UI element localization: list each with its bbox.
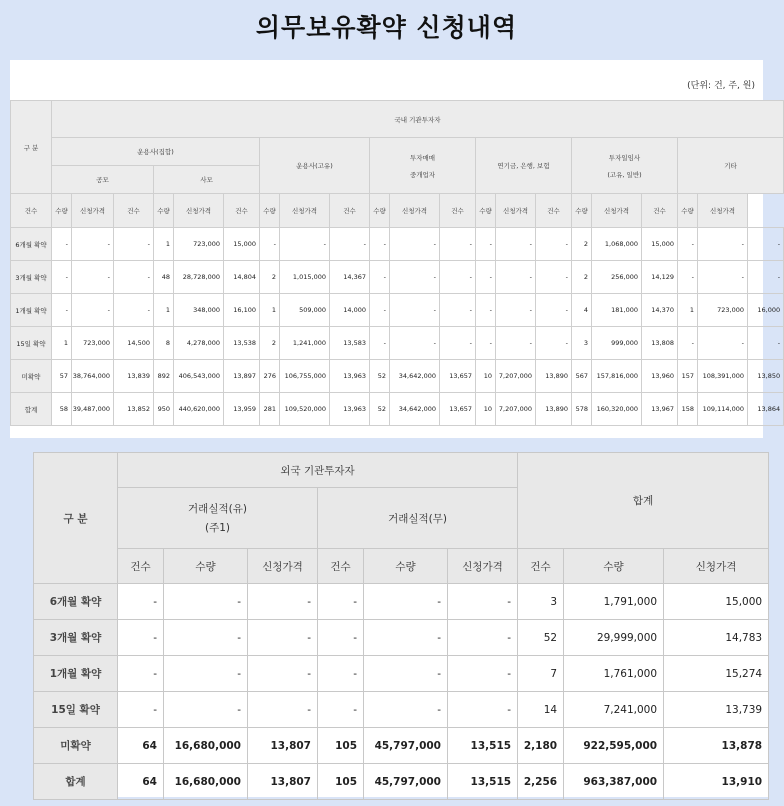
table-cell: - — [536, 294, 572, 327]
table-cell: - — [72, 228, 114, 261]
table-cell: 13,963 — [330, 393, 370, 426]
table-row — [34, 656, 769, 692]
table-cell: 1 — [678, 294, 698, 327]
table-cell: 13,967 — [642, 393, 678, 426]
table-cell: 34,642,000 — [390, 393, 440, 426]
foreign-col-gubun: 구 분 — [34, 453, 118, 584]
table-cell: 64 — [118, 728, 164, 764]
table-cell: 13,963 — [330, 360, 370, 393]
table-cell: - — [390, 294, 440, 327]
table-cell: - — [318, 620, 364, 656]
table-cell: 13,890 — [536, 393, 572, 426]
table-cell: - — [536, 261, 572, 294]
table-row — [34, 620, 769, 656]
group-investment-broker-line1: 투자매매 — [409, 153, 436, 162]
table-cell: 13,739 — [664, 692, 769, 728]
table-cell: 158 — [678, 393, 698, 426]
table-cell: 16,100 — [224, 294, 260, 327]
table-cell: 39,487,000 — [72, 393, 114, 426]
table-cell: 348,000 — [174, 294, 224, 327]
subheader-count: 건수 — [536, 194, 572, 228]
table-cell: 723,000 — [698, 294, 748, 327]
table-cell: - — [118, 692, 164, 728]
table-cell: 2 — [572, 261, 592, 294]
table-cell: 13,910 — [664, 764, 769, 800]
table-cell: 1,761,000 — [564, 656, 664, 692]
table-cell: - — [118, 620, 164, 656]
table-cell: - — [280, 228, 330, 261]
table-cell: - — [496, 327, 536, 360]
table-row — [34, 764, 769, 800]
row-label: 미확약 — [11, 360, 52, 393]
table-cell: 105 — [318, 764, 364, 800]
table-cell: 45,797,000 — [364, 764, 448, 800]
subheader-price: 신청가격 — [248, 549, 318, 584]
table-cell: 8 — [154, 327, 174, 360]
table-cell: - — [698, 327, 748, 360]
group-investment-advisory-line1: 투자일임사 — [608, 153, 641, 162]
table-cell: 14 — [518, 692, 564, 728]
table-cell: 509,000 — [280, 294, 330, 327]
table-cell: - — [678, 327, 698, 360]
domestic-header: 국내 기관투자자 — [52, 101, 784, 138]
table-cell: - — [496, 261, 536, 294]
table-cell: 578 — [572, 393, 592, 426]
table-cell: - — [114, 228, 154, 261]
subheader-qty: 수량 — [476, 194, 496, 228]
table-cell: 45,797,000 — [364, 728, 448, 764]
table-cell: - — [114, 261, 154, 294]
table-row — [11, 327, 784, 360]
subheader-price: 신청가격 — [72, 194, 114, 228]
table-cell: 13,864 — [748, 393, 784, 426]
table-cell: 2 — [260, 327, 280, 360]
table-cell: 2,180 — [518, 728, 564, 764]
table-cell: - — [370, 294, 390, 327]
table-cell: 13,852 — [114, 393, 154, 426]
table-cell: 440,620,000 — [174, 393, 224, 426]
group-pension-bank-insurance: 연기금, 은행, 보험 — [476, 138, 572, 194]
foreign-total-header: 합계 — [518, 453, 769, 549]
table-cell: - — [164, 584, 248, 620]
table-cell: - — [496, 294, 536, 327]
table-cell: 1,015,000 — [280, 261, 330, 294]
row-label: 미확약 — [34, 728, 118, 764]
table-cell: 1 — [154, 294, 174, 327]
table-cell: 3 — [518, 584, 564, 620]
table-cell: 7,207,000 — [496, 360, 536, 393]
table-cell: 14,804 — [224, 261, 260, 294]
table-cell: - — [52, 294, 72, 327]
table-cell: 160,320,000 — [592, 393, 642, 426]
table-cell: - — [118, 584, 164, 620]
table-cell: - — [476, 327, 496, 360]
table-cell: 13,807 — [248, 764, 318, 800]
table-cell: - — [164, 692, 248, 728]
table-row — [34, 692, 769, 728]
table-cell: 52 — [370, 360, 390, 393]
table-cell: 13,538 — [224, 327, 260, 360]
group-asset-mgmt-collective: 운용사(집합) — [52, 138, 260, 166]
subheader-count: 건수 — [118, 549, 164, 584]
row-label: 1개월 확약 — [11, 294, 52, 327]
row-label: 6개월 확약 — [11, 228, 52, 261]
group-private: 사모 — [154, 166, 260, 194]
table-cell: 950 — [154, 393, 174, 426]
table-cell: - — [248, 620, 318, 656]
table-cell: - — [698, 261, 748, 294]
subheader-price: 신청가격 — [698, 194, 748, 228]
table-cell: 13,959 — [224, 393, 260, 426]
table-cell: - — [248, 692, 318, 728]
subheader-qty: 수량 — [572, 194, 592, 228]
table-cell: 64 — [118, 764, 164, 800]
page-title: 의무보유확약 신청내역 — [255, 13, 518, 42]
subheader-price: 신청가격 — [280, 194, 330, 228]
table-cell: 892 — [154, 360, 174, 393]
table-cell: 10 — [476, 360, 496, 393]
table-row — [11, 393, 784, 426]
table-cell: 52 — [518, 620, 564, 656]
table-cell: - — [476, 228, 496, 261]
table-cell: - — [678, 228, 698, 261]
table-cell: 14,129 — [642, 261, 678, 294]
table-cell: 13,515 — [448, 764, 518, 800]
table-cell: 109,520,000 — [280, 393, 330, 426]
subheader-count: 건수 — [224, 194, 260, 228]
table-cell: 15,274 — [664, 656, 769, 692]
row-label: 1개월 확약 — [34, 656, 118, 692]
table-cell: 723,000 — [72, 327, 114, 360]
subheader-price: 신청가격 — [390, 194, 440, 228]
table-cell: - — [476, 294, 496, 327]
table-cell: - — [72, 261, 114, 294]
table-cell: - — [52, 228, 72, 261]
track-record-yes — [118, 488, 318, 549]
domestic-table-section — [10, 60, 781, 438]
table-cell: 2 — [572, 228, 592, 261]
table-cell: 14,000 — [330, 294, 370, 327]
table-cell: 157,816,000 — [592, 360, 642, 393]
row-label: 3개월 확약 — [34, 620, 118, 656]
track-record-yes-line2: (주1) — [204, 522, 231, 534]
table-row — [34, 728, 769, 764]
table-cell: 13,960 — [642, 360, 678, 393]
table-row — [11, 261, 784, 294]
table-cell: - — [390, 261, 440, 294]
table-cell: 14,370 — [642, 294, 678, 327]
table-cell: 28,728,000 — [174, 261, 224, 294]
table-cell: - — [330, 228, 370, 261]
table-cell: 7,207,000 — [496, 393, 536, 426]
table-cell: 1,068,000 — [592, 228, 642, 261]
table-cell: 15,000 — [642, 228, 678, 261]
table-cell: - — [318, 692, 364, 728]
table-cell: - — [248, 656, 318, 692]
table-cell: - — [364, 620, 448, 656]
table-cell: 34,642,000 — [390, 360, 440, 393]
row-label: 합계 — [11, 393, 52, 426]
table-cell: 1,791,000 — [564, 584, 664, 620]
subheader-count: 건수 — [440, 194, 476, 228]
subheader-qty: 수량 — [164, 549, 248, 584]
table-cell: 58 — [52, 393, 72, 426]
group-public: 공모 — [52, 166, 154, 194]
row-label: 15일 확약 — [34, 692, 118, 728]
subheader-qty: 수량 — [154, 194, 174, 228]
table-cell: 723,000 — [174, 228, 224, 261]
table-cell: 15,000 — [664, 584, 769, 620]
table-cell: - — [390, 327, 440, 360]
group-investment-broker — [370, 138, 476, 194]
table-cell: - — [52, 261, 72, 294]
table-cell: - — [364, 656, 448, 692]
table-cell: - — [536, 228, 572, 261]
table-cell: 1,241,000 — [280, 327, 330, 360]
subheader-qty: 수량 — [260, 194, 280, 228]
table-cell: - — [364, 692, 448, 728]
table-cell: 1 — [154, 228, 174, 261]
unit-note: (단위: 건, 주, 원) — [687, 81, 755, 91]
table-cell: 2,256 — [518, 764, 564, 800]
table-cell: 14,500 — [114, 327, 154, 360]
table-cell: 1 — [52, 327, 72, 360]
table-cell: 14,367 — [330, 261, 370, 294]
subheader-count: 건수 — [318, 549, 364, 584]
subheader-qty: 수량 — [370, 194, 390, 228]
table-cell: 29,999,000 — [564, 620, 664, 656]
table-cell: 4,278,000 — [174, 327, 224, 360]
group-asset-mgmt-proprietary: 운용사(고유) — [260, 138, 370, 194]
table-cell: - — [114, 294, 154, 327]
col-gubun: 구 분 — [11, 101, 52, 194]
table-row — [11, 360, 784, 393]
table-cell: - — [440, 228, 476, 261]
table-cell: - — [448, 620, 518, 656]
group-investment-advisory-line2: (고유, 일반) — [607, 170, 642, 179]
table-cell: 13,808 — [642, 327, 678, 360]
foreign-table-section — [33, 452, 768, 797]
row-label: 15일 확약 — [11, 327, 52, 360]
table-cell: 38,764,000 — [72, 360, 114, 393]
table-cell: 256,000 — [592, 261, 642, 294]
subheader-qty: 수량 — [364, 549, 448, 584]
table-cell: 57 — [52, 360, 72, 393]
table-cell: - — [476, 261, 496, 294]
table-cell: 52 — [370, 393, 390, 426]
table-cell: 157 — [678, 360, 698, 393]
table-cell: - — [448, 656, 518, 692]
table-cell: 13,807 — [248, 728, 318, 764]
subheader-count: 건수 — [518, 549, 564, 584]
table-cell: 406,543,000 — [174, 360, 224, 393]
table-row — [11, 228, 784, 261]
subheader-price: 신청가격 — [664, 549, 769, 584]
table-cell: 3 — [572, 327, 592, 360]
subheader-qty: 수량 — [564, 549, 664, 584]
table-cell: - — [678, 261, 698, 294]
domestic-institution-table — [10, 100, 784, 426]
table-cell: 1 — [260, 294, 280, 327]
table-cell: - — [318, 656, 364, 692]
table-cell: - — [164, 620, 248, 656]
table-cell: 106,755,000 — [280, 360, 330, 393]
table-cell: 16,680,000 — [164, 764, 248, 800]
table-cell: - — [536, 327, 572, 360]
table-cell: 109,114,000 — [698, 393, 748, 426]
table-cell: 108,391,000 — [698, 360, 748, 393]
table-cell: - — [364, 584, 448, 620]
table-cell: 922,595,000 — [564, 728, 664, 764]
group-investment-broker-line2: 중개업자 — [409, 170, 436, 179]
subheader-count: 건수 — [11, 194, 52, 228]
table-cell: 15,000 — [224, 228, 260, 261]
table-cell: - — [440, 327, 476, 360]
table-cell: 13,890 — [536, 360, 572, 393]
subheader-qty: 수량 — [52, 194, 72, 228]
track-record-yes-line1: 거래실적(유) — [188, 503, 247, 515]
table-cell: 13,657 — [440, 360, 476, 393]
table-cell: - — [390, 228, 440, 261]
table-cell: - — [318, 584, 364, 620]
table-cell: 281 — [260, 393, 280, 426]
row-label: 3개월 확약 — [11, 261, 52, 294]
foreign-institution-table — [33, 452, 769, 800]
table-cell: - — [748, 261, 784, 294]
table-cell: - — [748, 228, 784, 261]
table-cell: - — [370, 261, 390, 294]
table-cell: 999,000 — [592, 327, 642, 360]
table-cell: 181,000 — [592, 294, 642, 327]
subheader-count: 건수 — [114, 194, 154, 228]
table-cell: 105 — [318, 728, 364, 764]
table-row — [34, 584, 769, 620]
table-cell: 48 — [154, 261, 174, 294]
table-cell: 13,897 — [224, 360, 260, 393]
table-cell: 14,783 — [664, 620, 769, 656]
table-cell: - — [248, 584, 318, 620]
table-cell: 276 — [260, 360, 280, 393]
table-row — [11, 294, 784, 327]
table-cell: 13,657 — [440, 393, 476, 426]
table-cell: - — [448, 584, 518, 620]
table-cell: - — [440, 294, 476, 327]
table-cell: 10 — [476, 393, 496, 426]
table-cell: - — [448, 692, 518, 728]
table-cell: - — [260, 228, 280, 261]
track-record-no: 거래실적(무) — [318, 488, 518, 549]
table-cell: 16,680,000 — [164, 728, 248, 764]
subheader-qty: 수량 — [678, 194, 698, 228]
table-cell: - — [748, 327, 784, 360]
table-cell: - — [370, 228, 390, 261]
table-cell: 2 — [260, 261, 280, 294]
table-cell: 13,850 — [748, 360, 784, 393]
table-cell: - — [72, 294, 114, 327]
table-cell: - — [496, 228, 536, 261]
table-cell: 963,387,000 — [564, 764, 664, 800]
table-cell: 7,241,000 — [564, 692, 664, 728]
row-label: 합계 — [34, 764, 118, 800]
table-cell: - — [164, 656, 248, 692]
table-cell: - — [698, 228, 748, 261]
subheader-count: 건수 — [642, 194, 678, 228]
group-investment-advisory — [572, 138, 678, 194]
subheader-price: 신청가격 — [496, 194, 536, 228]
subheader-count: 건수 — [330, 194, 370, 228]
table-cell: 13,583 — [330, 327, 370, 360]
table-cell: 13,878 — [664, 728, 769, 764]
table-cell: - — [118, 656, 164, 692]
foreign-header: 외국 기관투자자 — [118, 453, 518, 488]
table-cell: 13,515 — [448, 728, 518, 764]
subheader-price: 신청가격 — [448, 549, 518, 584]
table-cell: - — [440, 261, 476, 294]
row-label: 6개월 확약 — [34, 584, 118, 620]
table-cell: 4 — [572, 294, 592, 327]
table-cell: - — [370, 327, 390, 360]
group-other: 기타 — [678, 138, 784, 194]
table-cell: 13,839 — [114, 360, 154, 393]
subheader-price: 신청가격 — [592, 194, 642, 228]
table-cell: 7 — [518, 656, 564, 692]
table-cell: 567 — [572, 360, 592, 393]
subheader-price: 신청가격 — [174, 194, 224, 228]
table-cell: 16,000 — [748, 294, 784, 327]
